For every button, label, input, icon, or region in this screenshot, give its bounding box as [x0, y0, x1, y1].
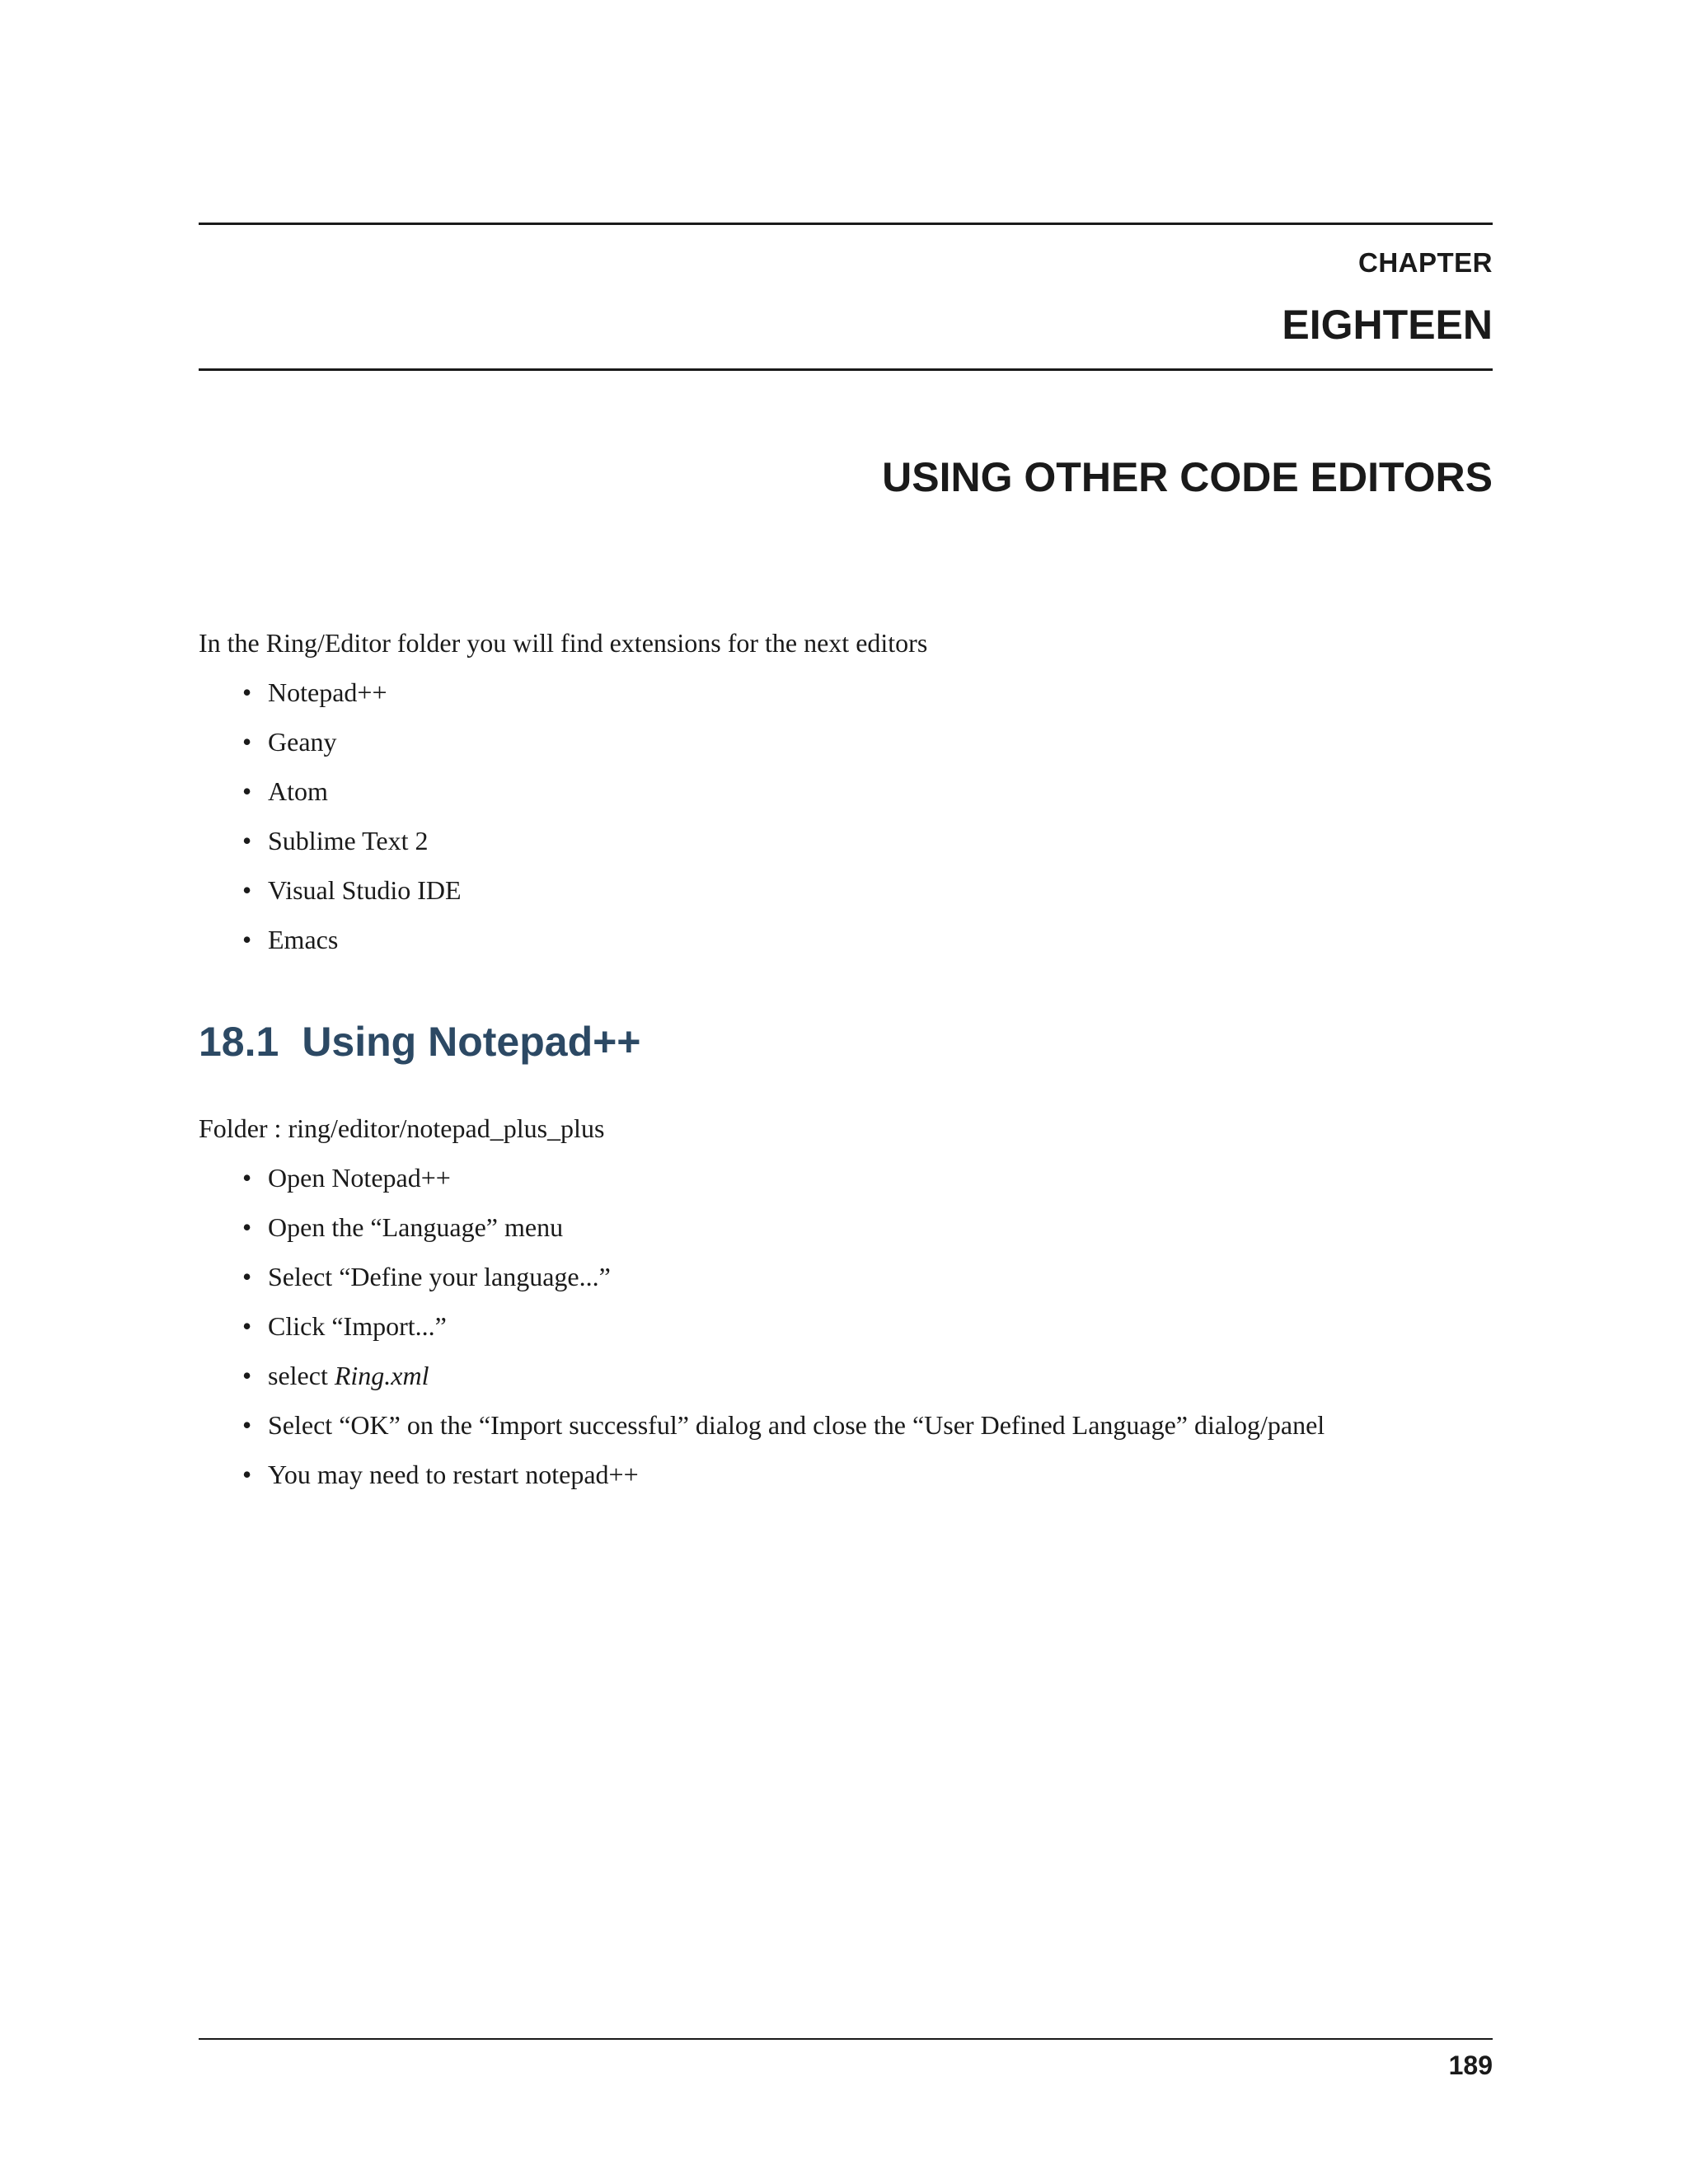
bullet-icon: • — [242, 925, 252, 954]
folder-path-text: Folder : ring/editor/notepad_plus_plus — [199, 1113, 605, 1143]
bullet-icon: • — [242, 776, 252, 806]
bullet-icon: • — [242, 727, 252, 757]
bullet-icon: • — [242, 875, 252, 905]
list-item — [199, 923, 462, 972]
list-item-text: Click “Import...” — [268, 1311, 447, 1341]
footer-rule — [199, 2038, 1493, 2040]
bullet-icon: • — [242, 677, 252, 707]
list-item — [199, 874, 462, 923]
document-page — [199, 0, 1493, 2184]
page-number: 189 — [1448, 2050, 1493, 2080]
list-item-text: Emacs — [268, 925, 339, 954]
bullet-icon: • — [242, 1361, 252, 1390]
chapter-title: USING OTHER CODE EDITORS — [882, 454, 1493, 500]
list-item — [199, 1260, 1325, 1310]
list-item — [199, 676, 462, 725]
chapter-top-rule — [199, 223, 1493, 225]
ring-xml-filename: Ring.xml — [334, 1361, 429, 1390]
list-item — [199, 1310, 1325, 1359]
list-item — [199, 1359, 1325, 1408]
list-item-text: Sublime Text 2 — [268, 826, 429, 855]
list-item-prefix: select — [268, 1361, 335, 1390]
steps-list — [199, 1161, 1325, 1507]
bullet-icon: • — [242, 1163, 252, 1193]
list-item-text: Notepad++ — [268, 677, 387, 707]
list-item-text: Geany — [268, 727, 337, 757]
list-item — [199, 725, 462, 775]
intro-paragraph: In the Ring/Editor folder you will find extensions for the next editors — [199, 628, 928, 658]
list-item-text: Open the “Language” menu — [268, 1212, 564, 1242]
section-heading — [199, 1018, 641, 1066]
list-item-text: You may need to restart notepad++ — [268, 1460, 639, 1489]
list-item — [199, 824, 462, 874]
editors-list — [199, 676, 462, 972]
list-item — [199, 775, 462, 824]
bullet-icon: • — [242, 1460, 252, 1489]
list-item-text: Select “Define your language...” — [268, 1262, 611, 1291]
section-number: 18.1 — [199, 1019, 279, 1065]
chapter-bottom-rule — [199, 368, 1493, 371]
section-title: Using Notepad++ — [302, 1019, 641, 1065]
list-item — [199, 1408, 1325, 1458]
bullet-icon: • — [242, 1212, 252, 1242]
list-item-text: Atom — [268, 776, 328, 806]
bullet-icon: • — [242, 1311, 252, 1341]
bullet-icon: • — [242, 826, 252, 855]
list-item — [199, 1458, 1325, 1507]
list-item-text: Open Notepad++ — [268, 1163, 451, 1193]
list-item — [199, 1211, 1325, 1260]
list-item-text: Visual Studio IDE — [268, 875, 462, 905]
list-item-text: Select “OK” on the “Import successful” dialog and close the “User Defined Language” dialog/panel — [268, 1410, 1325, 1440]
list-item — [199, 1161, 1325, 1211]
chapter-number: EIGHTEEN — [1282, 302, 1493, 348]
chapter-label: CHAPTER — [1357, 247, 1493, 278]
bullet-icon: • — [242, 1262, 252, 1291]
bullet-icon: • — [242, 1410, 252, 1440]
